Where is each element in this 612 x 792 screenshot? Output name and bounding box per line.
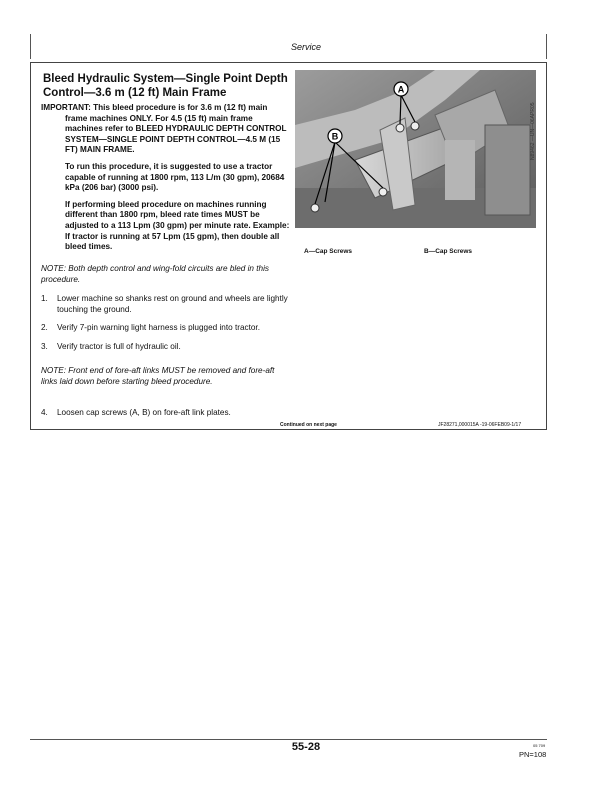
step-text: Verify tractor is full of hydraulic oil. [57,341,181,351]
procedure-title: Bleed Hydraulic System—Single Point Depth Control—3.6 m (12 ft) Main Frame [43,73,288,99]
important-paragraph: IMPORTANT: This bleed procedure is for 3.6 m (12 ft) main frame machines ONLY. For 4.5 (15 ft) main frame machines refer to BLEED HYDRAULIC DEPTH CONTROL SYSTEM—SINGLE POINT DEPTH CONTROL—4.5 M (15 FT) MAIN FRAME. [41,103,287,155]
page-number: 55-28 [291,741,321,753]
step-item [41,408,291,419]
step-number: 3. [41,341,48,351]
caption-a: A—Cap Screws [304,248,353,255]
continued-note: Continued on next page [280,422,337,428]
step-number: 4. [41,408,48,417]
footer-rule [30,739,547,740]
footer-code: 05 709 [533,743,546,748]
machine-photo [295,70,536,228]
footer-pn: PN=108 [519,750,547,759]
step-item [41,323,291,334]
step-text: Loosen cap screws (A, B) on fore-aft link plates. [57,408,231,417]
step-text: Verify 7-pin warning light harness is plugged into tractor. [57,323,260,333]
document-reference: JF28271,000015A -19-06FEB09-1/17 [438,422,522,428]
step-number: 1. [41,294,48,303]
note-fore-aft [41,366,291,387]
step-list-b [41,408,291,419]
fore-aft-link-illustration [295,70,536,228]
step-number: 2. [41,323,48,333]
section-title: Service [290,42,321,52]
step-item [41,294,291,315]
note-text: NOTE: Both depth control and wing-fold circuits are bled in this procedure. [41,264,269,284]
callout-b-label: B [331,131,339,142]
callout-a-label: A [397,84,405,95]
important-paragraph: To run this procedure, it is suggested to use a tractor capable of running at 1800 rpm, 113 L/m (30 gpm), 20684 kPa (206 bar) (3000 psi). [65,161,285,193]
photo-id: N89462 —UN—06APR05 [530,102,536,160]
step-item [41,342,291,353]
note-text: NOTE: Front end of fore-aft links MUST be removed and fore-aft links laid down before starting bleed procedure. [41,366,275,386]
note-circuits [41,264,291,285]
important-paragraph: If performing bleed procedure on machines running different than 1800 rpm, bleed rate times MUST be adjusted to a 113 Lpm (30 gpm) per minute rate. Example: If tractor is running at 57 Lpm (15 gpm), then double all bleed times. [65,199,290,252]
caption-b: B—Cap Screws [424,248,473,255]
step-text: Lower machine so shanks rest on ground and wheels are lightly touching the ground. [57,294,288,314]
step-list-a [41,294,291,352]
important-block [41,103,291,259]
